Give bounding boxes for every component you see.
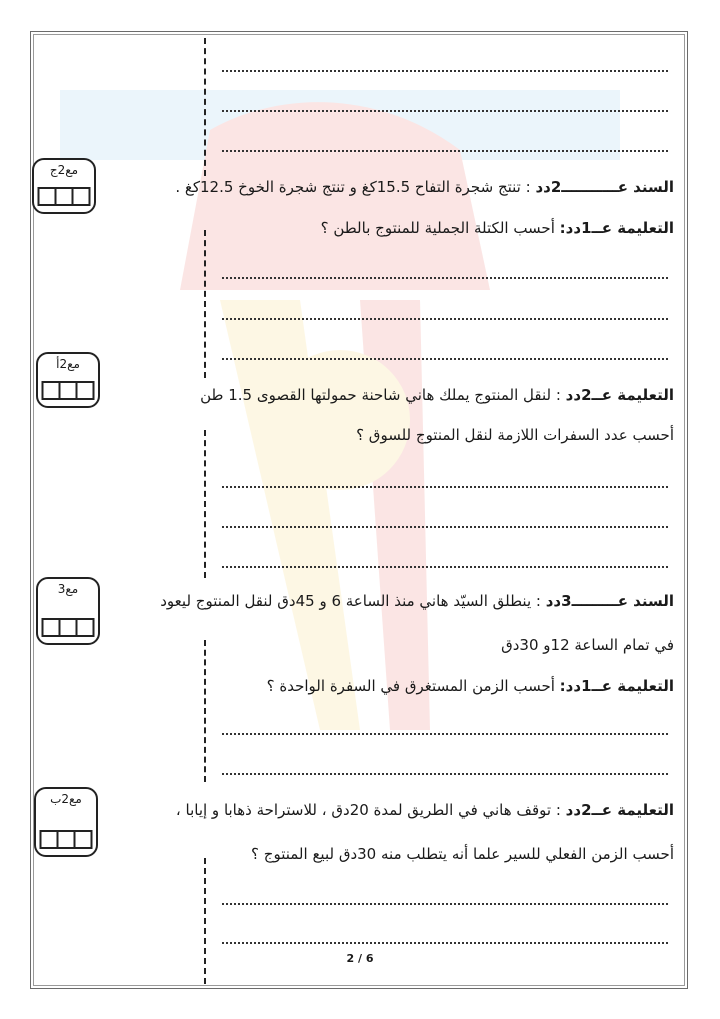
answer-line[interactable] bbox=[222, 903, 668, 905]
criterion-badge bbox=[36, 577, 100, 645]
separator-dashed bbox=[204, 858, 206, 984]
score-box[interactable] bbox=[44, 620, 59, 635]
criterion-badge bbox=[34, 787, 98, 857]
criterion-label: مع3 bbox=[57, 582, 79, 596]
page-frame-inner bbox=[33, 34, 685, 986]
answer-line[interactable] bbox=[222, 277, 668, 279]
separator-dashed bbox=[204, 640, 206, 782]
instruction-2-question: أحسب عدد السفرات اللازمة لنقل المنتوج للسوق ؟ bbox=[356, 426, 674, 444]
criterion-badge bbox=[36, 352, 100, 408]
instruction-4-text: : توقف هاني في الطريق لمدة 20دق ، للاستراحة ذهابا و إيابا ، bbox=[175, 801, 566, 819]
sanad-2-statement bbox=[175, 178, 674, 196]
criterion-badge bbox=[32, 158, 96, 214]
separator-dashed bbox=[204, 230, 206, 378]
answer-line[interactable] bbox=[222, 566, 668, 568]
instruction-1-text: أحسب الكتلة الجملية للمنتوج بالطن ؟ bbox=[320, 219, 560, 237]
score-box[interactable] bbox=[59, 620, 76, 635]
answer-line[interactable] bbox=[222, 486, 668, 488]
instruction-3-text: أحسب الزمن المستغرق في السفرة الواحدة ؟ bbox=[266, 677, 560, 695]
sanad-3-continuation: في تمام الساعة 12و 30دق bbox=[501, 636, 674, 654]
score-box[interactable] bbox=[44, 383, 59, 398]
answer-line[interactable] bbox=[222, 942, 668, 944]
answer-line[interactable] bbox=[222, 70, 668, 72]
instruction-3-heading: التعليمة عــ1دد: bbox=[559, 677, 674, 695]
score-box[interactable] bbox=[57, 832, 74, 847]
sanad-2-text: : تنتج شجرة التفاح 15.5كغ و تنتج شجرة الخوخ 12.5كغ . bbox=[175, 178, 536, 196]
score-box[interactable] bbox=[42, 832, 57, 847]
answer-line[interactable] bbox=[222, 358, 668, 360]
instruction-2-line bbox=[200, 386, 674, 404]
score-box[interactable] bbox=[76, 620, 93, 635]
instruction-1-heading: التعليمة عــ1دد: bbox=[559, 219, 674, 237]
score-box[interactable] bbox=[55, 189, 72, 204]
instruction-4-line bbox=[176, 801, 674, 819]
score-boxes[interactable] bbox=[42, 618, 95, 637]
instruction-3-line bbox=[267, 677, 674, 695]
score-box[interactable] bbox=[59, 383, 76, 398]
instruction-4-line-2 bbox=[251, 845, 674, 863]
sanad-3-line-2 bbox=[501, 636, 674, 654]
answer-line[interactable] bbox=[222, 150, 668, 152]
answer-line[interactable] bbox=[222, 733, 668, 735]
answer-line[interactable] bbox=[222, 110, 668, 112]
score-box[interactable] bbox=[40, 189, 55, 204]
criterion-label: مع2ج bbox=[49, 163, 79, 177]
score-box[interactable] bbox=[72, 189, 89, 204]
answer-line[interactable] bbox=[222, 318, 668, 320]
instruction-1-line bbox=[321, 219, 674, 237]
score-box[interactable] bbox=[76, 383, 93, 398]
instruction-2-text: : لنقل المنتوج يملك هاني شاحنة حمولتها القصوى 1.5 طن bbox=[200, 386, 566, 404]
sanad-3-text: : ينطلق السيّد هاني منذ الساعة 6 و 45دق لنقل المنتوج ليعود bbox=[160, 592, 546, 610]
answer-line[interactable] bbox=[222, 773, 668, 775]
score-boxes[interactable] bbox=[40, 830, 93, 849]
score-boxes[interactable] bbox=[38, 187, 91, 206]
separator-dashed bbox=[204, 38, 206, 176]
criterion-label: مع2ب bbox=[50, 792, 82, 806]
score-box[interactable] bbox=[74, 832, 91, 847]
sanad-3-heading: السند عـــــــــ3دد bbox=[545, 592, 674, 610]
page-number: 2 / 6 bbox=[346, 952, 374, 965]
instruction-4-heading: التعليمة عــ2دد bbox=[565, 801, 674, 819]
score-boxes[interactable] bbox=[42, 381, 95, 400]
instruction-2-heading: التعليمة عــ2دد bbox=[565, 386, 674, 404]
instruction-4-question: أحسب الزمن الفعلي للسير علما أنه يتطلب منه 30دق لبيع المنتوج ؟ bbox=[251, 845, 674, 863]
answer-line[interactable] bbox=[222, 526, 668, 528]
instruction-2-line-2 bbox=[356, 426, 674, 444]
separator-dashed bbox=[204, 430, 206, 578]
sanad-3-statement bbox=[160, 592, 674, 610]
criterion-label: مع2أ bbox=[56, 357, 80, 371]
sanad-2-heading: السند عـــــــــــ2دد bbox=[535, 178, 674, 196]
